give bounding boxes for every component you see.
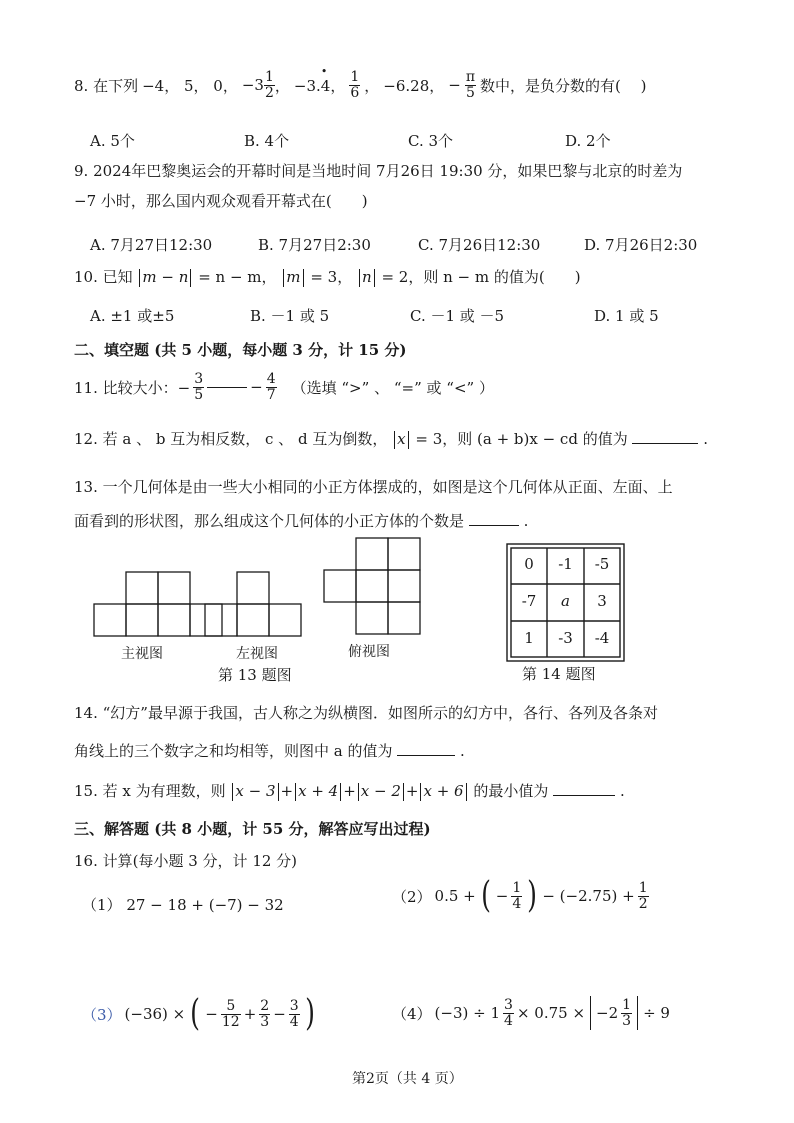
- q15-answer-blank[interactable]: [553, 783, 615, 796]
- abs-bar: [190, 269, 191, 287]
- q10-stem: [74, 266, 581, 287]
- q9-line1: 9. 2024年巴黎奥运会的开幕时间是当地时间 7月26日 19:30 分，如果巴黎与北京的时差为: [74, 162, 683, 180]
- q14-line1: 14. “幻方”最早源于我国，古人称之为纵横图．如图所示的幻方中，各行、各列及各条对: [74, 704, 658, 722]
- abs-bar: [139, 269, 140, 287]
- q16-part3: [82, 993, 317, 1034]
- q16-p3-label: （3）: [82, 1005, 122, 1024]
- minus-sign: −: [495, 887, 509, 905]
- q8-pi-num: π: [465, 69, 476, 85]
- q16-p4-f2-den: 3: [622, 1012, 632, 1029]
- q16-p4-f1-den: 4: [504, 1012, 513, 1029]
- q16-p4-frac2: [621, 998, 632, 1028]
- abs-bar: [295, 783, 296, 801]
- q8-fraction-1-6: [349, 70, 360, 100]
- q11-answer-blank[interactable]: [207, 373, 247, 388]
- q16-p2-label: （2）: [392, 887, 432, 906]
- q16-p3-f1-num: 5: [221, 999, 241, 1015]
- q8-option-d[interactable]: D. 2个: [565, 132, 611, 150]
- q11-f2-den: 7: [266, 386, 276, 403]
- plus-sign: +: [243, 1005, 257, 1023]
- q8-option-a[interactable]: A. 5个: [90, 132, 135, 150]
- abs-bar: [232, 783, 233, 801]
- q16-p4-f2-num: 1: [622, 996, 632, 1013]
- magic-cell-8: -4: [594, 629, 610, 647]
- magic-cell-3: -7: [521, 592, 537, 610]
- abs-bar: [283, 269, 284, 287]
- q16-p3-frac2: [259, 999, 270, 1029]
- q15-term4: x + 6: [423, 782, 464, 800]
- abs-bar: [278, 783, 279, 801]
- q16-title: 16. 计算(每小题 3 分，计 12 分): [74, 852, 298, 870]
- q10-abs1: m − n: [142, 268, 189, 286]
- left-paren: (: [480, 875, 491, 916]
- q13-figure-caption: 第 13 题图: [218, 666, 292, 684]
- q8-comma: ，: [364, 76, 380, 95]
- q16-p3-f3-den: 4: [289, 1013, 299, 1030]
- q10-eq3: = 2，则 n − m 的值为( ): [381, 268, 581, 286]
- q14-answer-blank[interactable]: [397, 743, 455, 756]
- q8-prefix: 8. 在下列: [74, 76, 139, 95]
- left-paren: (: [190, 993, 201, 1034]
- q16-p3-a: (−36) ×: [124, 1005, 186, 1023]
- q16-p4-f1-num: 3: [504, 996, 513, 1013]
- q14-figure-caption: 第 14 题图: [522, 665, 596, 683]
- abs-bar: [374, 269, 375, 287]
- q12-text-b: = 3，则 (a + b)x − cd 的值为: [415, 430, 628, 448]
- q15-plus3: +: [405, 782, 419, 800]
- q12-stem: [74, 428, 708, 449]
- abs-bar: [590, 996, 591, 1030]
- q13-answer-blank[interactable]: [469, 513, 519, 526]
- q16-p1-expr: 27 − 18 + (−7) − 32: [126, 896, 284, 914]
- q10-eq2: = 3，: [310, 268, 353, 286]
- q8-mixed-whole: −3: [241, 76, 264, 95]
- q10-prefix: 10. 已知: [74, 268, 133, 286]
- q9-option-d[interactable]: D. 7月26日2:30: [584, 236, 698, 254]
- q16-p2-b: − (−2.75) +: [542, 887, 635, 905]
- abs-bar: [359, 269, 360, 287]
- abs-bar: [358, 783, 359, 801]
- q16-part4: [392, 996, 670, 1030]
- abs-bar: [637, 996, 638, 1030]
- q8-item-dec: −3.4，: [293, 76, 346, 95]
- left-view-label: 左视图: [236, 646, 278, 662]
- q13-end: .: [523, 512, 529, 530]
- q16-p4-frac1: [503, 998, 514, 1028]
- q11-hint: （选填 “>” 、 “=” 或 “<” ）: [291, 378, 494, 397]
- q13-line2: [74, 510, 528, 531]
- q16-p4-a: (−3) ÷ 1: [434, 1004, 501, 1022]
- q10-option-d[interactable]: D. 1 或 5: [594, 307, 659, 325]
- q8-list-a: −4， 5， 0，: [142, 76, 238, 95]
- q8-item-neg: −6.28，: [383, 76, 445, 95]
- q15-plus2: +: [343, 782, 356, 800]
- q16-p4-c: ÷ 9: [643, 1004, 670, 1022]
- magic-cell-5: 3: [597, 592, 607, 610]
- q11-prefix: 11. 比较大小：−: [74, 378, 191, 397]
- q8-frac-num: 1: [350, 69, 360, 85]
- q15-term2: x + 4: [298, 782, 339, 800]
- q16-p4-abs-whole: −2: [596, 1004, 619, 1022]
- q8-repeating-decimal: [293, 64, 346, 96]
- q11-f2-num: 4: [266, 371, 276, 387]
- q11-stem: [74, 372, 494, 402]
- q8-neg-sign: −: [448, 76, 461, 95]
- right-paren: ): [304, 993, 315, 1034]
- minus-sign: −: [273, 1005, 286, 1023]
- abs-bar: [408, 431, 409, 449]
- right-paren: ): [527, 875, 538, 916]
- q12-text-a: 12. 若 a 、 b 互为相反数， c 、 d 互为倒数，: [74, 430, 388, 448]
- q16-p3-frac3: [289, 999, 300, 1029]
- minus-sign: −: [205, 1005, 218, 1023]
- front-view-figure: [94, 572, 222, 636]
- q9-line2: −7 小时，那么国内观众观看开幕式在( ): [74, 192, 368, 210]
- q16-p2-frac2: [638, 881, 649, 911]
- q16-part1: [82, 894, 284, 915]
- q9-option-b[interactable]: B. 7月27日2:30: [258, 236, 371, 254]
- magic-cell-4: a: [561, 592, 570, 610]
- q8-mixed-number: −3 $\frac{1}{2}$ ，: [241, 69, 290, 101]
- q13-figures: [0, 530, 794, 690]
- section3-heading: 三、解答题 (共 8 小题，计 55 分，解答应写出过程): [74, 820, 431, 838]
- q8-pi-fraction: [465, 70, 476, 100]
- q12-abs: x: [397, 430, 406, 448]
- q16-p2-f-den: 4: [512, 895, 522, 912]
- abs-bar: [303, 269, 304, 287]
- q16-p4-b: × 0.75 ×: [516, 1004, 586, 1022]
- abs-bar: [466, 783, 467, 801]
- q10-option-c[interactable]: C. －1 或 －5: [410, 307, 505, 325]
- q15-suffix: 的最小值为: [473, 782, 549, 800]
- q13-line2-text: 面看到的形状图，那么组成这个几何体的小正方体的个数是: [74, 512, 465, 530]
- magic-cell-2: -5: [594, 555, 610, 573]
- magic-cell-0: 0: [524, 555, 534, 573]
- q16-p2-g-num: 1: [638, 879, 648, 896]
- q12-answer-blank[interactable]: [632, 431, 698, 444]
- q10-option-b[interactable]: B. －1 或 5: [250, 307, 330, 325]
- magic-cell-1: -1: [558, 555, 573, 573]
- q11-f1-den: 5: [194, 386, 204, 403]
- q14-line2-text: 角线上的三个数字之和均相等，则图中 a 的值为: [74, 742, 393, 760]
- q9-option-c[interactable]: C. 7月26日12:30: [418, 236, 541, 254]
- abs-bar: [403, 783, 404, 801]
- q8-mixed-den: 2: [264, 84, 274, 101]
- q11-frac1: [193, 372, 204, 402]
- q9-option-a[interactable]: A. 7月27日12:30: [90, 236, 213, 254]
- q16-p2-g-den: 2: [638, 895, 648, 912]
- q16-p3-f2-den: 3: [260, 1013, 270, 1030]
- q10-abs3: n: [361, 268, 372, 286]
- top-view-label: 俯视图: [348, 644, 390, 660]
- q8-option-b[interactable]: B. 4个: [244, 132, 290, 150]
- q16-p3-f3-num: 3: [289, 997, 299, 1014]
- q8-frac-den: 6: [350, 84, 360, 101]
- section2-heading: 二、填空题 (共 5 小题，每小题 3 分，计 15 分): [74, 341, 407, 359]
- q8-stem: [74, 64, 647, 101]
- q16-p1-label: （1）: [82, 896, 122, 914]
- q13-line1: 13. 一个几何体是由一些大小相同的小正方体摆成的，如图是这个几何体从正面、左面、上: [74, 478, 673, 496]
- abs-bar: [394, 431, 395, 449]
- q16-p3-frac1: [221, 999, 241, 1029]
- q8-pi-den: 5: [465, 84, 475, 101]
- q11-frac2: [266, 372, 277, 402]
- magic-cell-7: -3: [558, 629, 573, 647]
- q16-p2-a: 0.5 +: [434, 887, 476, 905]
- q8-repeat-dot: •: [320, 64, 328, 78]
- q16-p2-f-num: 1: [512, 879, 522, 896]
- q16-p3-f2-num: 2: [260, 997, 270, 1014]
- q8-mixed-num: 1: [264, 69, 274, 85]
- q12-end: .: [703, 430, 709, 448]
- q14-end: .: [460, 742, 465, 760]
- q16-p2-frac1: [511, 881, 522, 911]
- left-view-figure: [205, 572, 301, 636]
- q8-mixed-fraction: [264, 70, 275, 100]
- q8-option-c[interactable]: C. 3个: [408, 132, 454, 150]
- q16-part2: [392, 875, 649, 916]
- q15-term3: x − 2: [360, 782, 401, 800]
- q10-abs2: m: [286, 268, 301, 286]
- q11-f1-num: 3: [194, 371, 204, 387]
- q10-option-a[interactable]: A. ±1 或±5: [90, 307, 175, 325]
- q16-p3-f1-den: 12: [221, 1013, 240, 1030]
- page-footer: 第2页（共 4 页）: [352, 1071, 463, 1087]
- q15-end: .: [619, 782, 625, 800]
- q15-prefix: 15. 若 x 为有理数，则: [74, 782, 226, 800]
- q15-term1: x − 3: [235, 782, 276, 800]
- q15-plus1: +: [280, 782, 294, 800]
- q11-mid-sign: −: [250, 378, 263, 397]
- q15-stem: [74, 780, 625, 801]
- front-view-label: 主视图: [121, 646, 163, 662]
- q14-line2: [74, 740, 465, 761]
- abs-bar: [340, 783, 341, 801]
- top-view-figure: [324, 538, 420, 634]
- q10-eq1: = n − m，: [198, 268, 277, 286]
- abs-bar: [420, 783, 421, 801]
- q16-p4-label: （4）: [392, 1004, 432, 1023]
- q8-suffix: 数中，是负分数的有( ): [480, 76, 647, 95]
- magic-cell-6: 1: [524, 629, 534, 647]
